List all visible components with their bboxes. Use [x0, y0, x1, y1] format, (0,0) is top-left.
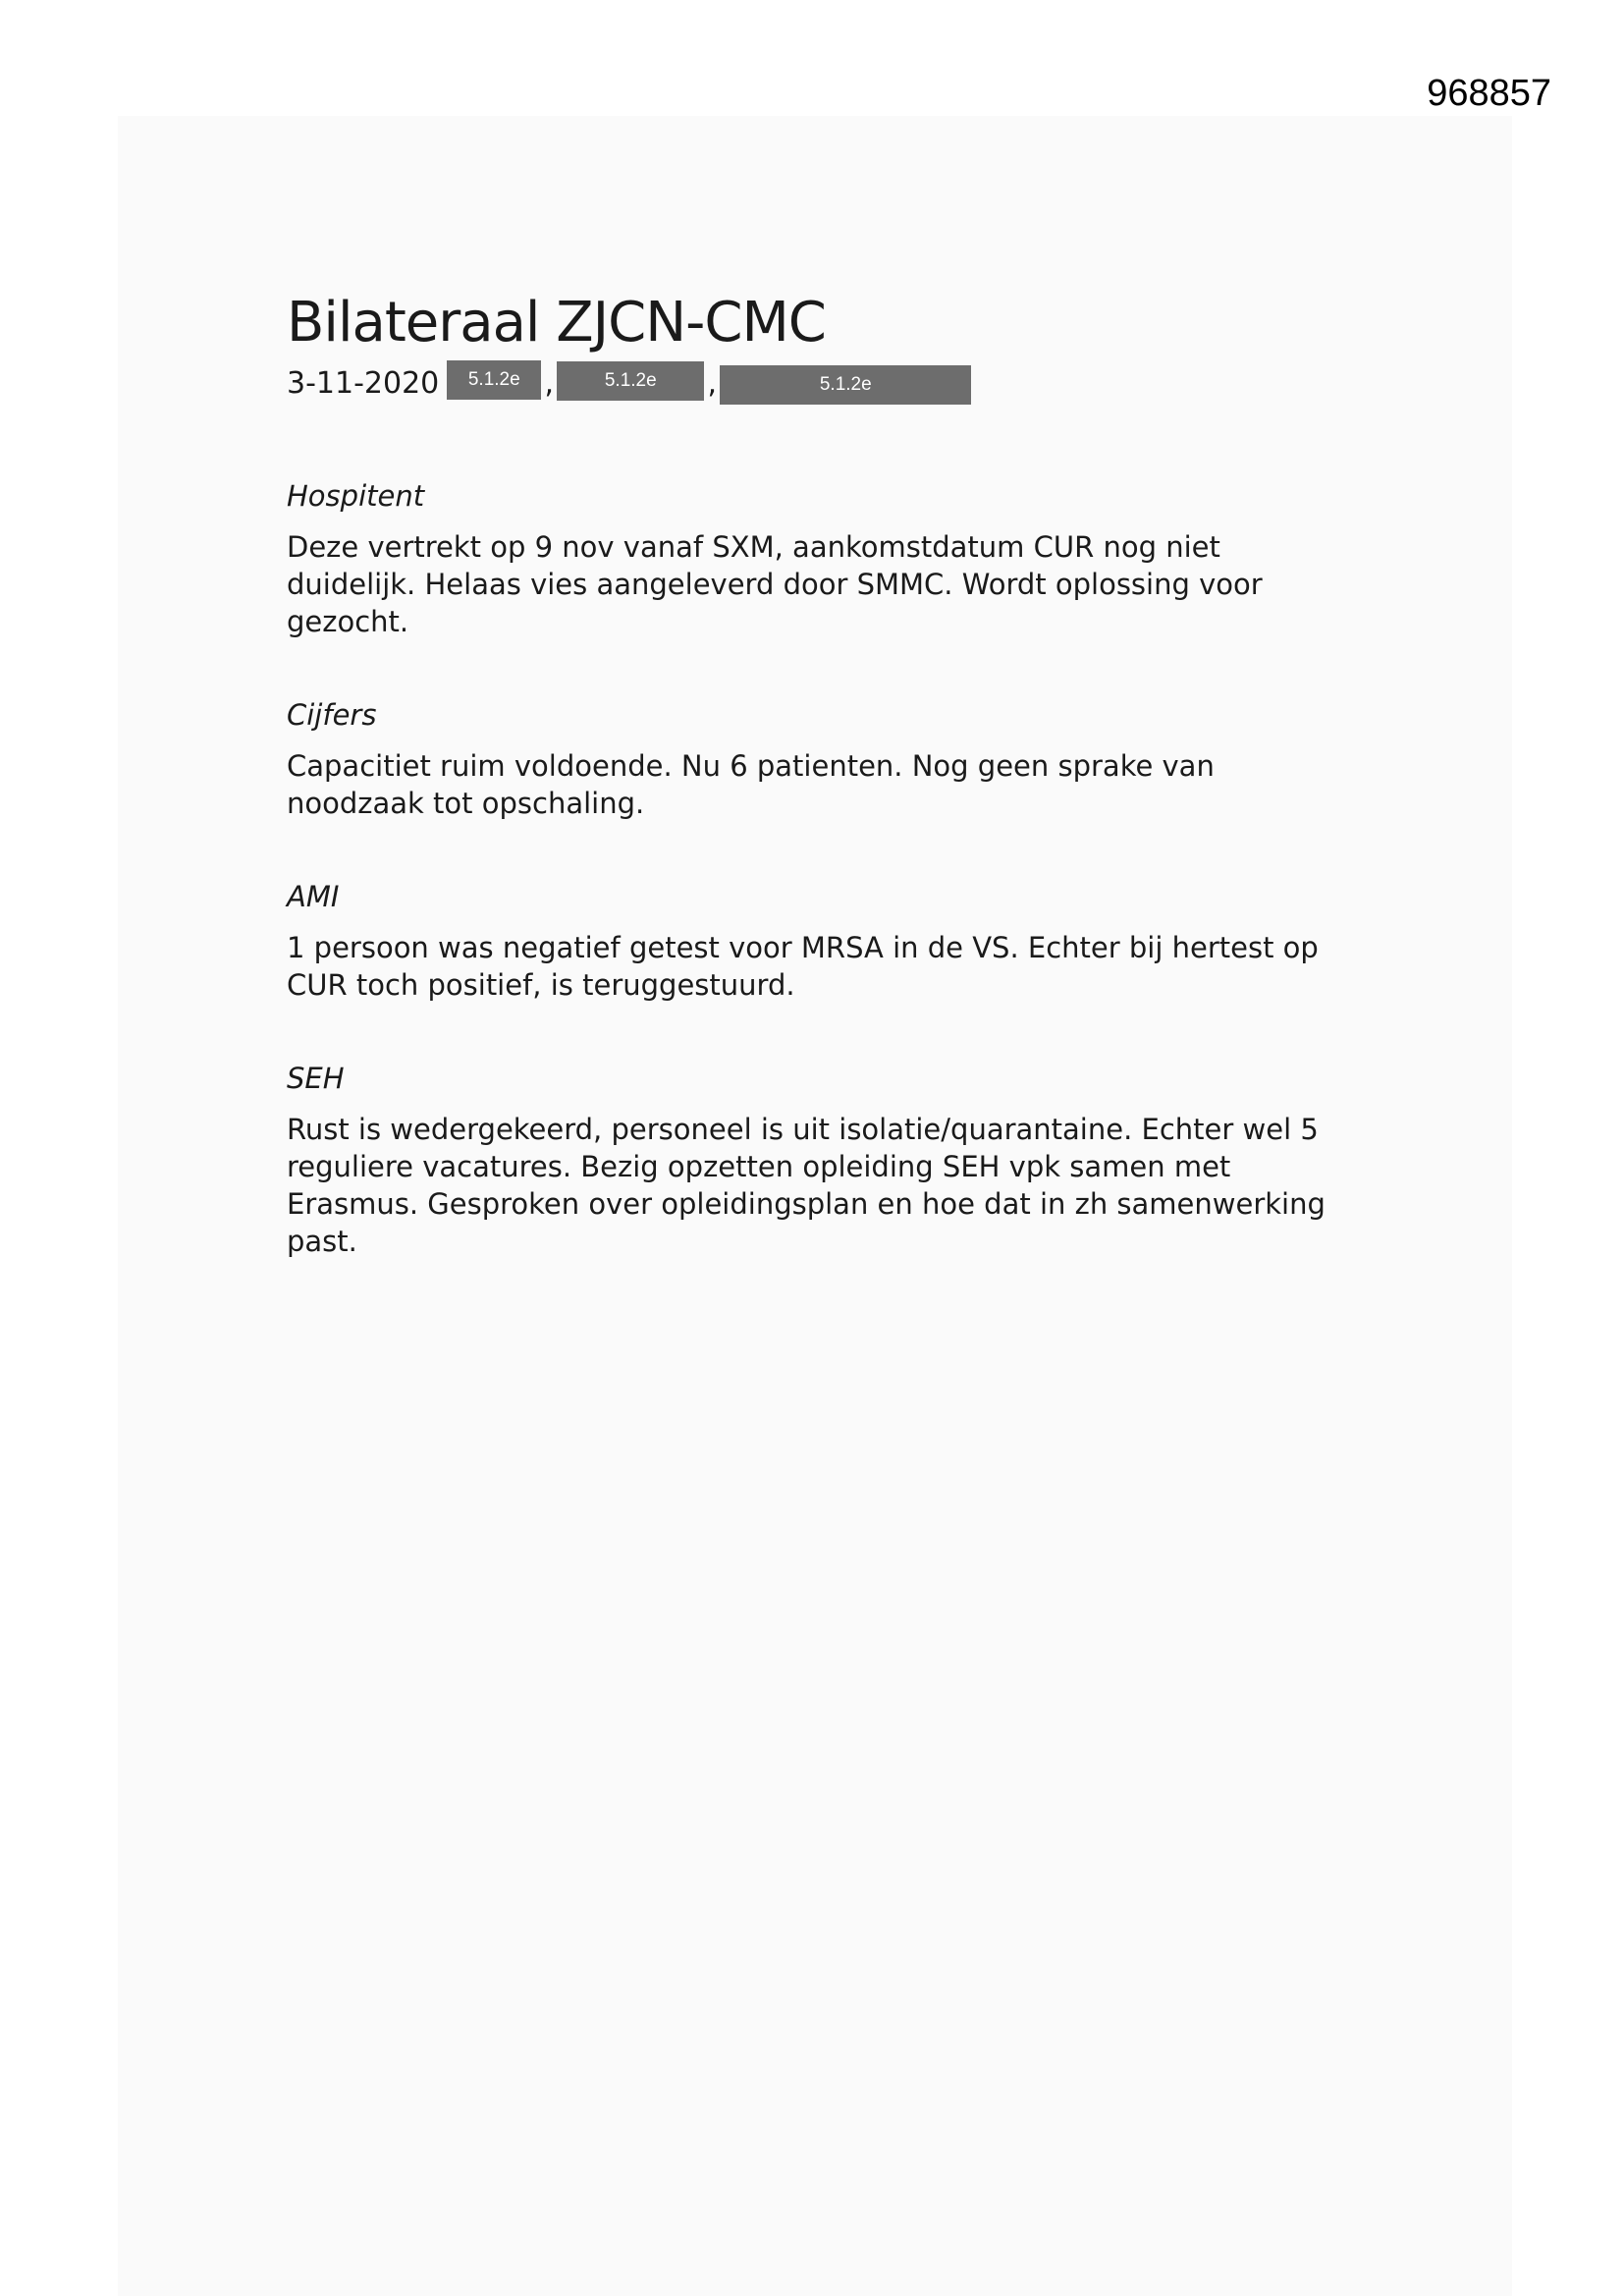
- section-heading: AMI: [287, 880, 340, 913]
- redaction-box: 5.1.2e: [557, 361, 704, 401]
- section-text: Deze vertrekt op 9 nov vanaf SXM, aankomstdatum CUR nog niet duidelijk. Helaas vies aangeleverd door SMMC. Wordt oplossing voor gezocht.: [287, 530, 1263, 638]
- section-text: Capacitiet ruim voldoende. Nu 6 patienten. Nog geen sprake van noodzaak tot opschaling.: [287, 749, 1215, 820]
- section-heading: Cijfers: [287, 698, 377, 732]
- section-hospitent: [287, 475, 1337, 640]
- section-text: 1 persoon was negatief getest voor MRSA in de VS. Echter bij hertest op CUR toch positief, is teruggestuurd.: [287, 931, 1319, 1002]
- section-cijfers: [287, 694, 1337, 822]
- section-heading: SEH: [287, 1062, 345, 1095]
- redaction-box: 5.1.2e: [447, 360, 541, 400]
- separator-comma: ,: [544, 365, 555, 401]
- redaction-box: 5.1.2e: [720, 365, 971, 405]
- page-title: Bilateraal ZJCN-CMC: [287, 291, 826, 355]
- section-text: Rust is wedergekeerd, personeel is uit isolatie/quarantaine. Echter wel 5 reguliere vacatures. Bezig opzetten opleiding SEH vpk samen met Erasmus. Gesproken over opleidingsplan en hoe dat in zh samenwerking past.: [287, 1113, 1326, 1258]
- document-number: 968857: [1427, 73, 1551, 114]
- section-heading: Hospitent: [287, 479, 425, 513]
- section-seh: [287, 1058, 1337, 1260]
- section-ami: [287, 876, 1337, 1004]
- meeting-date: 3-11-2020: [287, 365, 440, 401]
- meeting-dateline: [287, 359, 971, 407]
- document-body: [287, 475, 1337, 1314]
- separator-comma: ,: [707, 365, 718, 401]
